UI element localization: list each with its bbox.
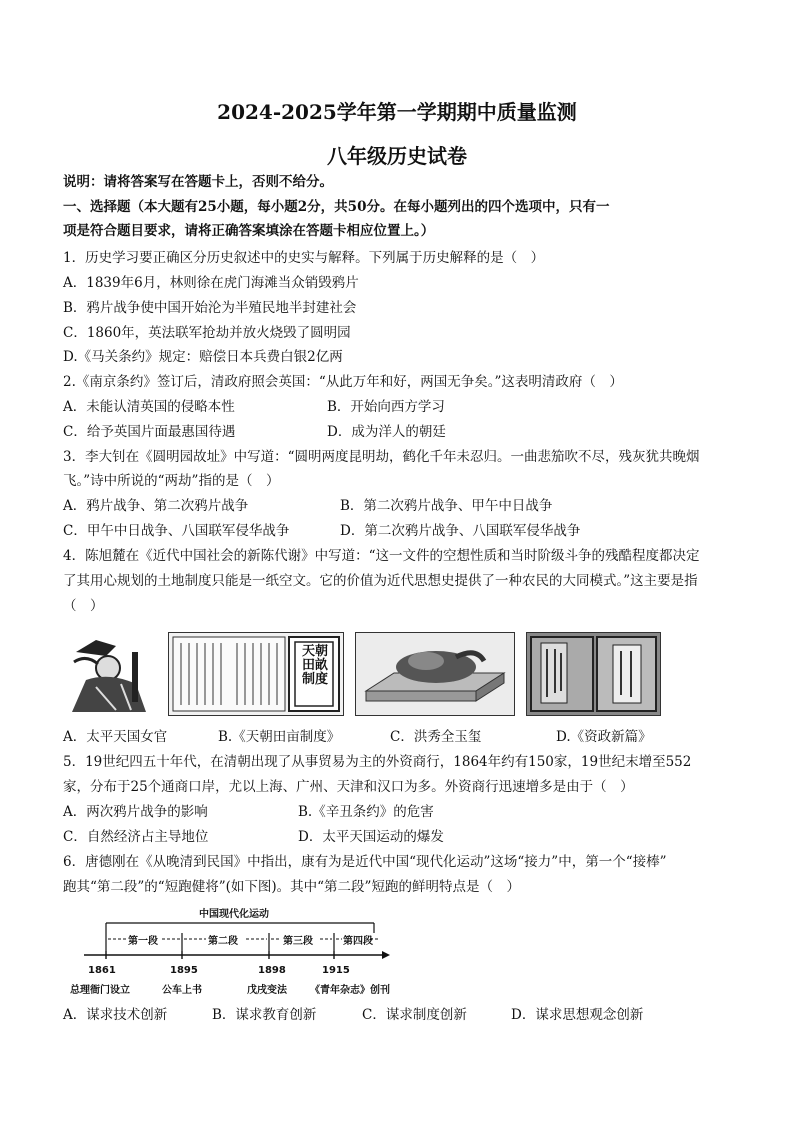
q3-option-d: D．第二次鸦片战争、八国联军侵华战争	[340, 523, 581, 539]
q3-option-b: B．第二次鸦片战争、甲午中日战争	[340, 498, 553, 514]
timeline-event-3: 戊戌变法	[247, 985, 287, 996]
timeline-event-1: 总理衙门设立	[70, 985, 130, 996]
q6-stem-line1: 6．唐德刚在《从晚清到民国》中指出，康有为是近代中国“现代化运动”这场“接力”中，第一个“接棒”	[63, 854, 667, 870]
timeline-segment-2: 第二段	[208, 936, 238, 947]
q6-option-a: A．谋求技术创新	[63, 1007, 168, 1023]
q2-option-d: D．成为洋人的朝廷	[327, 424, 446, 440]
q4-stem-line1: 4．陈旭麓在《近代中国社会的新陈代谢》中写道：“这一文件的空想性质和当时阶级斗争的残酷程度都决定	[63, 548, 700, 564]
timeline-segment-4: 第四段	[343, 936, 373, 947]
timeline-title: 中国现代化运动	[199, 909, 269, 920]
q4-option-c: C．洪秀全玉玺	[390, 729, 482, 745]
q4-option-b: B.《天朝田亩制度》	[218, 729, 341, 745]
modernization-timeline	[70, 903, 394, 996]
timeline-year-1915: 1915	[322, 965, 350, 976]
land-system-book-title: 天朝田畝制度	[301, 644, 328, 687]
q6-stem-line2: 跑其“第二段”的“短跑健将”(如下图)。其中“第二段”短跑的鲜明特点是（ ）	[63, 879, 520, 895]
q5-stem-line1: 5．19世纪四五十年代，在清朝出现了从事贸易为主的外资商行，1864年约有150家，19世纪末增至552	[63, 754, 692, 770]
timeline-event-2: 公车上书	[162, 985, 202, 996]
instructions: 说明：请将答案写在答题卡上，否则不给分。	[63, 174, 333, 190]
new-essay-book-image	[526, 632, 661, 716]
q3-option-a: A．鸦片战争、第二次鸦片战争	[63, 498, 249, 514]
timeline-segment-3: 第三段	[283, 936, 313, 947]
q4-option-a: A．太平天国女官	[63, 729, 168, 745]
q1-option-c: C．1860年，英法联军抢劫并放火烧毁了圆明园	[63, 325, 351, 341]
exam-title: 2024-2025学年第一学期期中质量监测	[217, 100, 577, 124]
exam-subtitle: 八年级历史试卷	[327, 144, 467, 168]
q5-option-d: D．太平天国运动的爆发	[298, 829, 444, 845]
q6-option-c: C．谋求制度创新	[362, 1007, 467, 1023]
q4-option-d: D.《资政新篇》	[556, 729, 652, 745]
female-official-image	[66, 632, 154, 714]
timeline-year-1895: 1895	[170, 965, 198, 976]
q6-option-d: D．谋求思想观念创新	[511, 1007, 644, 1023]
q6-option-b: B．谋求教育创新	[212, 1007, 317, 1023]
timeline-event-4: 《青年杂志》创刊	[310, 985, 390, 996]
q2-option-a: A．未能认清英国的侵略本性	[63, 399, 235, 415]
section1-line2: 项是符合题目要求，请将正确答案填涂在答题卡相应位置上。）	[63, 223, 435, 239]
q3-option-c: C．甲午中日战争、八国联军侵华战争	[63, 523, 290, 539]
q3-stem-line1: 3．李大钊在《圆明园故址》中写道：“圆明两度昆明劫，鹤化千年未忍归。一曲悲笳吹不尽，残灰犹共晚烟	[63, 449, 700, 465]
q2-option-b: B．开始向西方学习	[327, 399, 445, 415]
q1-stem: 1．历史学习要正确区分历史叙述中的史实与解释。下列属于历史解释的是（ ）	[63, 250, 545, 266]
q1-option-a: A．1839年6月，林则徐在虎门海滩当众销毁鸦片	[63, 275, 359, 291]
q4-stem-line2: 了其用心规划的土地制度只能是一纸空文。它的价值为近代思想史提供了一种农民的大同模式。”这主要是指	[63, 573, 698, 589]
timeline-year-1898: 1898	[258, 965, 286, 976]
q5-option-a: A．两次鸦片战争的影响	[63, 804, 208, 820]
q1-option-d: D.《马关条约》规定：赔偿日本兵费白银2亿两	[63, 349, 343, 365]
timeline-segment-1: 第一段	[128, 936, 158, 947]
imperial-seal-image	[355, 632, 515, 716]
q3-stem-line2: 飞。”诗中所说的“两劫”指的是（ ）	[63, 473, 280, 489]
q5-option-b: B.《辛丑条约》的危害	[298, 804, 434, 820]
q5-option-c: C．自然经济占主导地位	[63, 829, 209, 845]
q4-stem-line3: （ ）	[63, 598, 104, 614]
section1-line1: 一、选择题（本大题有25小题，每小题2分，共50分。在每小题列出的四个选项中，只有一	[63, 199, 610, 215]
q5-stem-line2: 家，分布于25个通商口岸，尤以上海、广州、天津和汉口为多。外资商行迅速增多是由于（ ）	[63, 779, 634, 795]
q2-stem: 2.《南京条约》签订后，清政府照会英国：“从此万年和好，两国无争矣。”这表明清政府（ ）	[63, 374, 623, 390]
q1-option-b: B．鸦片战争使中国开始沦为半殖民地半封建社会	[63, 300, 357, 316]
q2-option-c: C．给予英国片面最惠国待遇	[63, 424, 236, 440]
timeline-year-1861: 1861	[88, 965, 116, 976]
land-system-book-image	[168, 632, 344, 716]
